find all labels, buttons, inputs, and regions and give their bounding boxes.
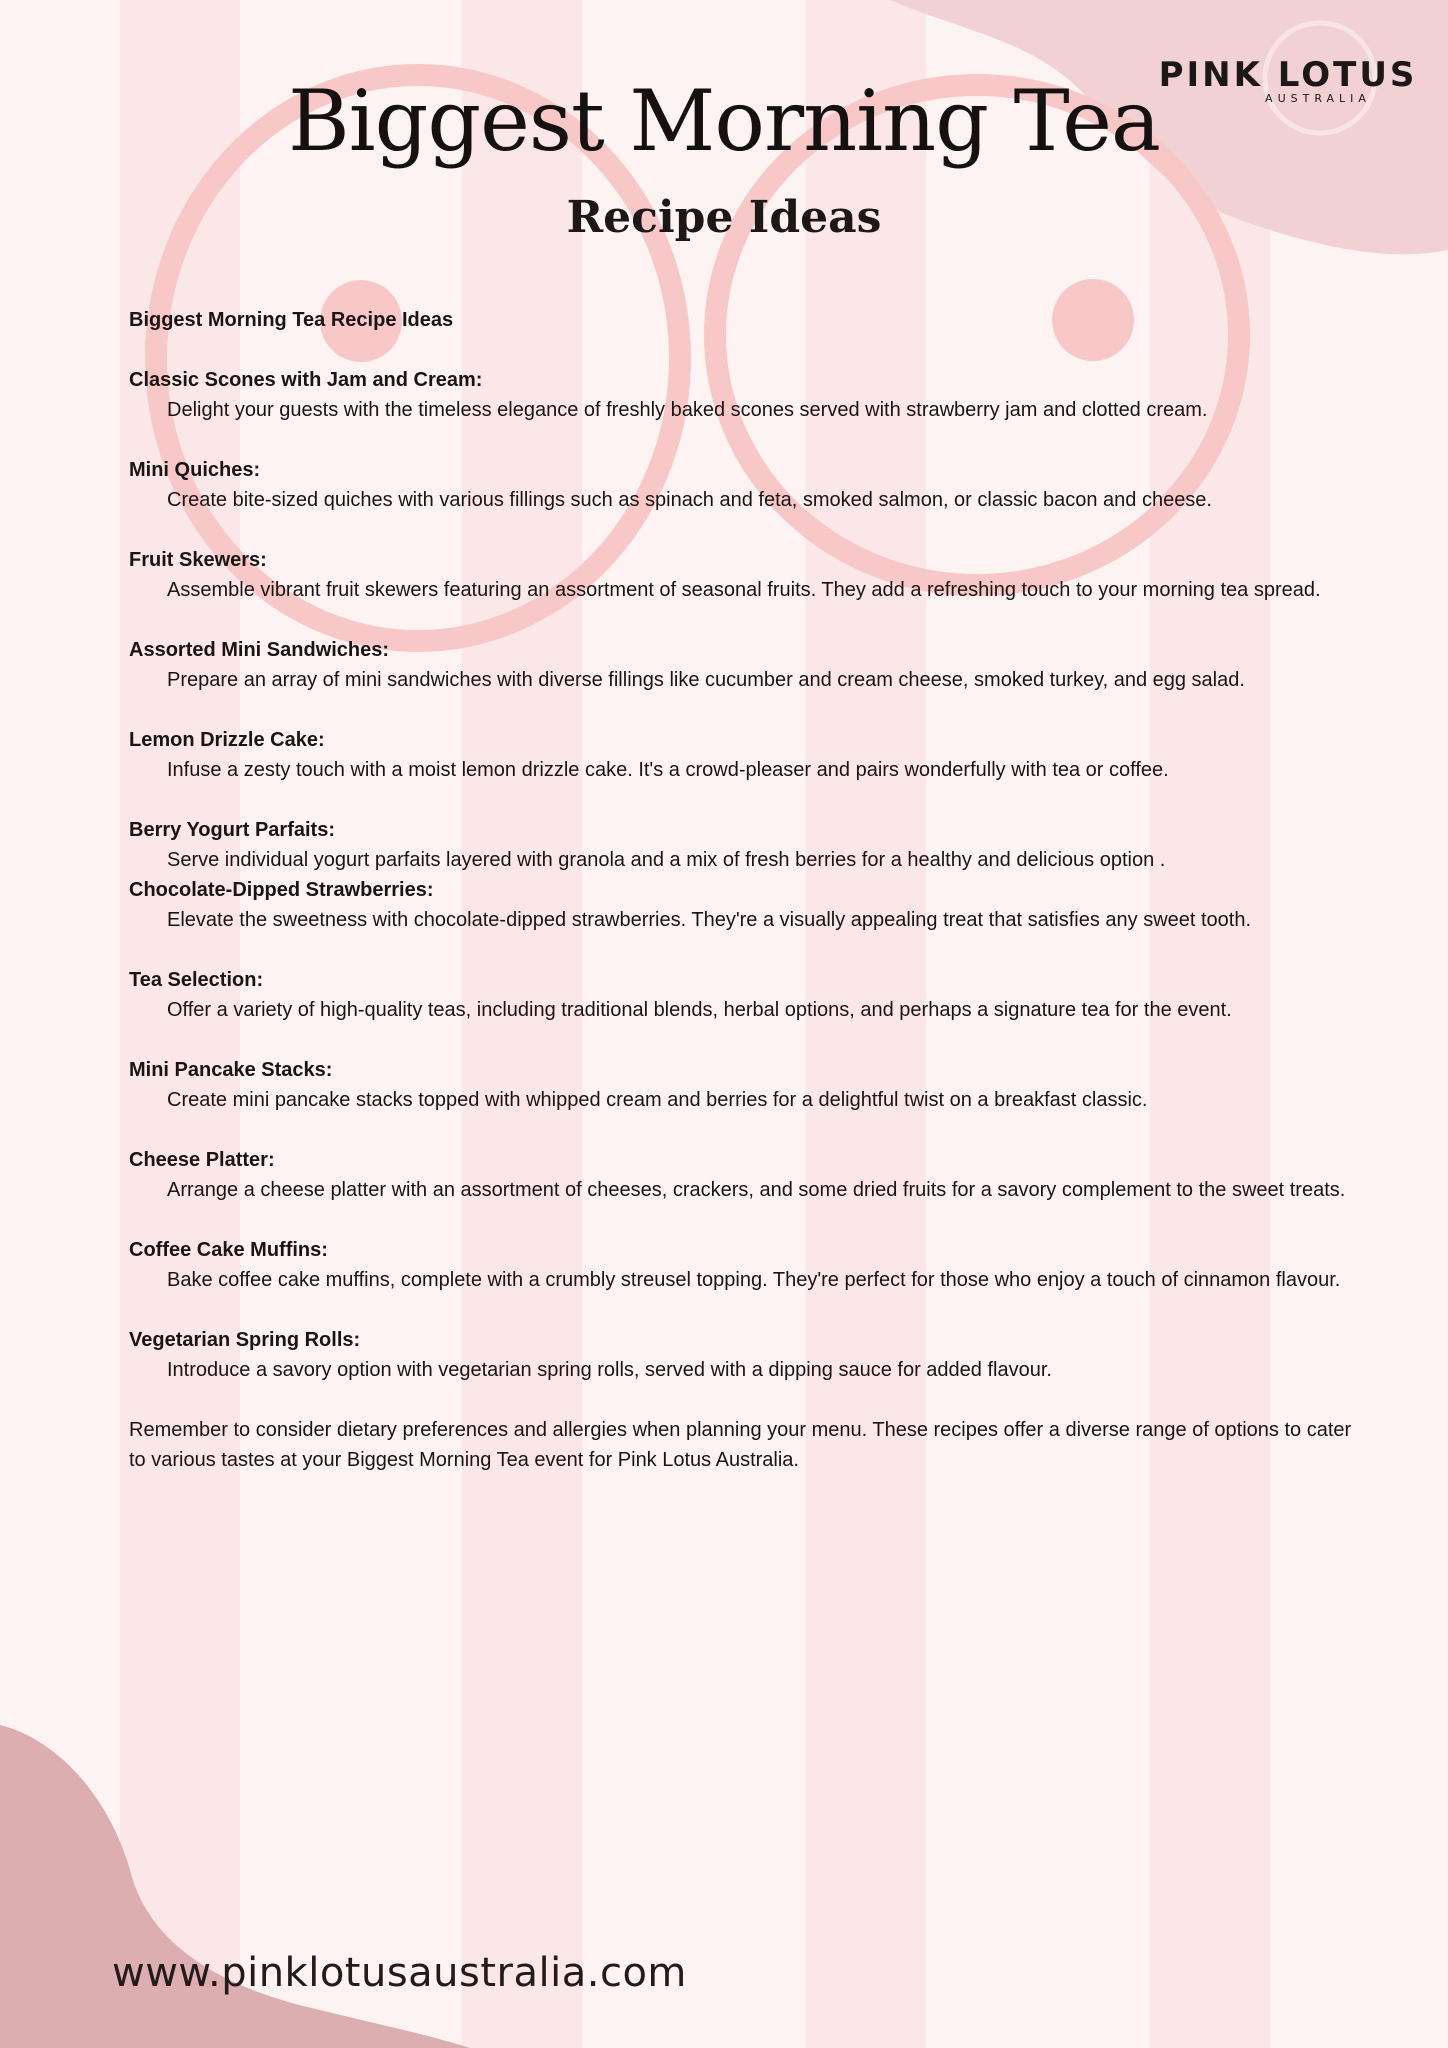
recipe-description: Infuse a zesty touch with a moist lemon drizzle cake. It's a crowd-pleaser and pairs wonderfully with tea or coffee.	[167, 759, 1169, 781]
recipe-name: Classic Scones with Jam and Cream:	[129, 369, 483, 391]
recipe-name: Assorted Mini Sandwiches:	[129, 639, 390, 661]
recipe-description: Create bite-sized quiches with various fillings such as spinach and feta, smoked salmon, or classic bacon and cheese.	[167, 489, 1212, 511]
recipe-name: Cheese Platter:	[129, 1149, 275, 1171]
recipe-item	[129, 815, 1359, 875]
recipe-item	[129, 1325, 1359, 1385]
recipe-item	[129, 875, 1359, 935]
page-subtitle: Recipe Ideas	[566, 192, 882, 243]
recipe-name: Vegetarian Spring Rolls:	[129, 1329, 361, 1351]
recipe-item	[129, 635, 1359, 695]
logo-subtitle: AUSTRALIA	[1265, 92, 1371, 105]
recipe-item	[129, 1145, 1359, 1205]
recipe-item	[129, 725, 1359, 785]
recipe-item	[129, 1055, 1359, 1115]
website-url: www.pinklotusaustralia.com	[112, 1950, 687, 1996]
recipe-name: Berry Yogurt Parfaits:	[129, 819, 335, 841]
recipe-item	[129, 455, 1359, 515]
recipe-description: Delight your guests with the timeless elegance of freshly baked scones served with strawberry jam and clotted cream.	[167, 399, 1208, 421]
recipe-name: Tea Selection:	[129, 969, 264, 991]
closing-note: Remember to consider dietary preferences and allergies when planning your menu. These recipes offer a diverse range of options to cater to various tastes at your Biggest Morning Tea event for Pink Lotus Australia.	[129, 1419, 1352, 1471]
recipe-content	[129, 305, 1359, 1475]
recipe-description: Prepare an array of mini sandwiches with diverse fillings like cucumber and cream cheese, smoked turkey, and egg salad.	[167, 669, 1245, 691]
recipe-name: Chocolate-Dipped Strawberries:	[129, 879, 434, 901]
recipe-description: Create mini pancake stacks topped with whipped cream and berries for a delightful twist on a breakfast classic.	[167, 1089, 1148, 1111]
recipe-name: Lemon Drizzle Cake:	[129, 729, 325, 751]
recipe-description: Elevate the sweetness with chocolate-dipped strawberries. They're a visually appealing treat that satisfies any sweet tooth.	[167, 909, 1252, 931]
recipe-item	[129, 365, 1359, 425]
recipe-description: Bake coffee cake muffins, complete with a crumbly streusel topping. They're perfect for those who enjoy a touch of cinnamon flavour.	[167, 1269, 1341, 1291]
recipe-item	[129, 1235, 1359, 1295]
logo-wordmark: PINK LOTUS	[1158, 55, 1418, 95]
recipe-description: Assemble vibrant fruit skewers featuring an assortment of seasonal fruits. They add a refreshing touch to your morning tea spread.	[167, 579, 1321, 601]
recipe-description: Introduce a savory option with vegetarian spring rolls, served with a dipping sauce for added flavour.	[167, 1359, 1052, 1381]
recipe-description: Arrange a cheese platter with an assortment of cheeses, crackers, and some dried fruits for a savory complement to the sweet treats.	[167, 1179, 1346, 1201]
recipe-item	[129, 965, 1359, 1025]
recipe-name: Fruit Skewers:	[129, 549, 267, 571]
content-heading: Biggest Morning Tea Recipe Ideas	[129, 309, 454, 331]
recipe-name: Mini Pancake Stacks:	[129, 1059, 333, 1081]
recipe-name: Coffee Cake Muffins:	[129, 1239, 328, 1261]
bottom-left-blob	[0, 1725, 470, 2048]
page-title: Biggest Morning Tea	[288, 72, 1160, 170]
recipe-description: Serve individual yogurt parfaits layered with granola and a mix of fresh berries for a healthy and delicious option .	[167, 849, 1166, 871]
recipe-description: Offer a variety of high-quality teas, including traditional blends, herbal options, and perhaps a signature tea for the event.	[167, 999, 1232, 1021]
recipe-name: Mini Quiches:	[129, 459, 261, 481]
recipe-item	[129, 545, 1359, 605]
